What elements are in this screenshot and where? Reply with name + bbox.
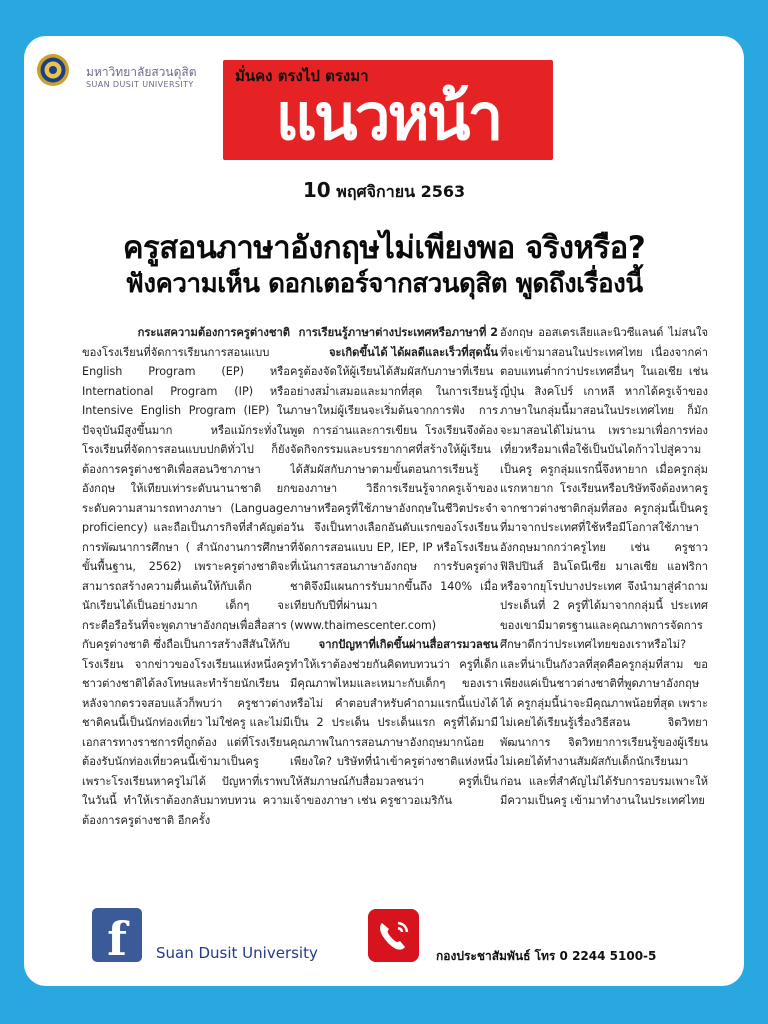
university-name-english: SUAN DUSIT UNIVERSITY [86,80,194,89]
phone-icon[interactable] [368,909,419,962]
column2-heading: การเรียนรู้ภาษาต่างประเทศหรือภาษาที่ 2 จะเกิดขึ้นได้ ได้ผลดีและเร็วที่สุดนั้น [298,326,498,359]
publication-date [0,178,768,205]
newspaper-masthead [223,60,553,160]
newspaper-name: แนวหน้า [275,81,501,155]
column3-text: อังกฤษ ออสเตรเลียและนิวซีแลนด์ ไม่สนใจที่จะเข้ามาสอนในประเทศไทย เนื่องจากค่าตอบแทนต่ำกว่าประเทศอื่นๆ ในเอเชีย เช่น ญี่ปุ่น สิงคโปร์ เกาหลี หากได้ครูเจ้าของภาษาในกลุ่มนี้มาสอนในประเทศไทย ก็มักจะมาสอนได้ไม่นาน เพราะมาเพื่อการท่องเที่ยวหรือมาเพื่อใช้เป็นบันไดก้าวไปสู่ความเป็นครู ครูกลุ่มแรกนี้จึงหายาก เมื่อครูกลุ่มแรกหายาก โรงเรียนหรือบริษัทจึงต้องหาครูจากชาวต่างชาติกลุ่มที่สอง ครูกลุ่มนี้เป็นครูที่มาจากประเทศที่ใช้หรือมีโอกาสใช้ภาษาอังกฤษมากกว่าครูไทย เช่น ครูชาวฟิลิปปินส์ อินโดนีเซีย มาเลเซีย แอฟริกา หรือจากยุโรปบางประเทศ จึงนำมาสู่คำถาม ประเด็นที่ 2 ครูที่ได้มาจากกลุ่มนี้ ประเทศของเขามีมาตรฐานและคุณภาพการจัดการศึกษาดีกว่าประเทศไทยของเราหรือไม่? และที่น่าเป็นกังวลที่สุดคือครูกลุ่มที่สาม ขอเพียงแค่เป็นชาวต่างชาติที่พูดภาษาอังกฤษได้ ครูกลุ่มนี้น่าจะมีคุณภาพน้อยที่สุด เพราะไม่เคยได้เรียนรู้เรื่องวิธีสอน จิตวิทยาพัฒนาการ จิตวิทยาการเรียนรู้ของผู้เรียน ไม่เคยได้ทำงานสัมผัสกับเด็กนักเรียนมาก่อน และที่สำคัญไม่ได้รับการอบรมเพาะให้มีความเป็นครู เข้ามาทำงานในประเทศไทย [500,326,708,807]
university-seal-icon [36,53,70,87]
headline-line1: ครูสอนภาษาอังกฤษไม่เพียงพอ จริงหรือ? [122,230,646,266]
facebook-icon[interactable]: f [92,908,142,962]
contact-phone-label[interactable]: กองประชาสัมพันธ์ โทร 0 2244 5100-5 [436,949,657,963]
facebook-page-label[interactable]: Suan Dusit University [156,944,318,962]
article-column-2 [290,323,498,869]
column2-heading2: จากปัญหาที่เกิดขึ้นผ่านสื่อสารมวลชน [318,638,498,651]
column1-text: ของโรงเรียนที่จัดการเรียนการสอนแบบ English Program (EP) หรือ International Program (IP) หรือ Intensive English Program (IEP) ในปัจจุบันมีสูงขึ้นมาก หรือแม้กระทั่งในโรงเรียนที่จัดการสอนแบบปกติทั่วไป ก็ยังต้องการครูต่างชาติเพื่อสอนวิชาภาษาอังกฤษ ให้เทียบเท่าระดับนานาชาติ ยกระดับความสามารถทางภาษา (Language proficiency) และถือเป็นภารกิจที่สำคัญต่อการพัฒนาการศึกษา ( สำนักงานการศึกษาขั้นพื้นฐาน, 2562) เพราะครูต่างชาติจะสามารถสร้างความตื่นเต้นให้กับเด็กนักเรียนได้เป็นอย่างมาก เด็กๆ จะกระตือรือร้นที่จะพูดภาษาอังกฤษเพื่อสื่อสารกับครูต่างชาติ ซึ่งถือเป็นการสร้างสีสันให้กับโรงเรียน จากข่าวของโรงเรียนแห่งหนึ่งครูชาวต่างชาติได้ลงโทษและทำร้ายนักเรียน หลังจากตรวจสอบแล้วก็พบว่า ครูชาวต่างชาติคนนี้เป็นนักท่องเที่ยว ไม่ใช่ครู และไม่มีเอกสารทางราชการที่ถูกต้อง แต่ที่โรงเรียนต้องรับนักท่องเที่ยวคนนี้เข้ามาเป็นครู เพราะโรงเรียนหาครูไม่ได้ ปัญหาที่เราพบในวันนี้ ทำให้เราต้องกลับมาทบทวน ความต้องการครูต่างชาติ อีกครั้ง [82,345,290,827]
date-month-year: พฤศจิกายน 2563 [336,182,466,201]
column2-text2: ทำให้เราต้องช่วยกันคิดทบทวนว่า ครูที่เด็กมีคุณภาพไหมและเหมาะกับเด็กๆ ของเราหรือไม่ คำตอบสำหรับคำถามแรกนี้แบ่งได้เป็น 2 ประเด็น ประเด็นแรก ครูที่ได้มามีคุณภาพในการสอนภาษาอังกฤษมากน้อยเพียงใด? บริษัทที่นำเข้าครูต่างชาติแห่งหนึ่งให้สัมภาษณ์กับสื่อมวลชนว่า ครูที่เป็นเจ้าของภาษา เช่น ครูชาวอเมริกัน [290,657,498,807]
article-column-3 [500,323,708,869]
headline-line2: ฟังความเห็น ดอกเตอร์จากสวนดุสิต พูดถึงเรื่องนี้ [125,269,643,299]
date-day: 10 [302,178,331,202]
university-name-thai: มหาวิทยาลัยสวนดุสิต [86,65,197,79]
newspaper-tagline: มั่นคง ตรงไป ตรงมา [235,67,369,85]
article-column-1 [82,323,290,869]
column2-text1: ครูต้องจัดให้ผู้เรียนได้สัมผัสกับภาษาที่เรียนอย่างสม่ำเสมอและมากที่สุด ในการเรียนรู้ภาษาใหม่ผู้เรียนจะเริ่มต้นจากการฟัง การพูด การอ่านและการเขียน โรงเรียนจึงต้องจัดกิจกรรมและบรรยากาศที่สร้างให้ผู้เรียนได้สัมผัสกับภาษาตามขั้นตอนการเรียนรู้ของภาษา วิธีการเรียนรู้จากครูเจ้าของภาษาหรือครูที่ใช้ภาษาอังกฤษในชีวิตประจำวัน จึงเป็นทางเลือกอันดับแรกของโรงเรียนที่จัดการสอนแบบ EP, IEP, IP หรือโรงเรียนที่เน้นการสอนภาษาอังกฤษ การรับครูต่างชาติจึงมีแผนการรับมากขึ้นถึง 140% เมื่อเทียบกับปีที่ผ่านมา (www.thaimescenter.com) [290,365,498,632]
column1-heading: กระแสความต้องการครูต่างชาติ [137,326,290,339]
